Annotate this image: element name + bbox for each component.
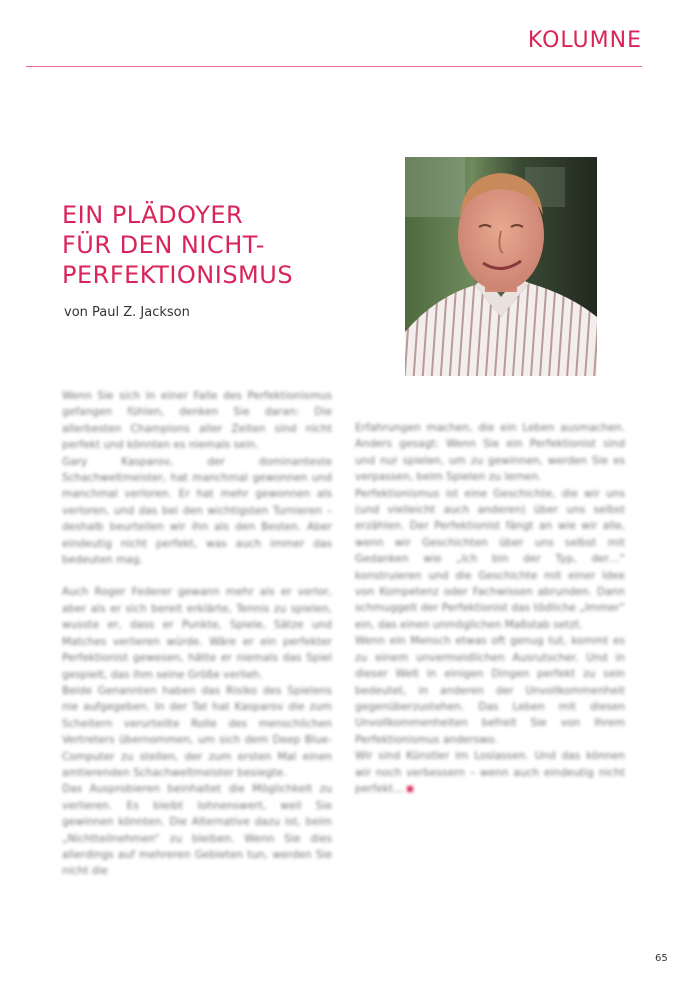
paragraph: Wenn Sie sich in einer Falle des Perfektionismus gefangen fühlen, denken Sie daran: Die allerbesten Champions aller Zeiten sind nicht perfekt und könnten es niemals sein. — [62, 390, 332, 452]
article-column-2 — [355, 420, 625, 797]
author-photo — [405, 157, 597, 376]
title-line: FÜR DEN NICHT- — [62, 231, 265, 259]
paragraph: Auch Roger Federer gewann mehr als er verlor, aber als er sich bereit erklärte, Tennis zu spielen, wusste er, dass er Punkte, Spiele, Sätze und Matches verlieren würde. Wäre er ein perfekter Perfektionist gewesen, hätte er niemals das Spiel gespielt, das ihm seine Größe verlieh. — [62, 586, 332, 681]
article-column-1 — [62, 388, 332, 880]
header-rule — [26, 66, 642, 67]
paragraph: Perfektionismus ist eine Geschichte, die wir uns (und vielleicht auch anderen) über uns selbst erzählen. Der Perfektionist fängt an wie wir alle, wenn wir Geschichten über uns selbst mit Gedanken wie „Ich bin der Typ, der…“ konstruieren und die Geschichte mit einer Idee von Kompetenz oder Fachwissen abrunden. Dann schmuggelt der Perfektionist das tödliche „Immer“ ein, das einen unmöglichen Maßstab setzt. — [355, 487, 625, 631]
paragraph: Gary Kasparov, der dominanteste Schachweltmeister, hat manchmal gewonnen und manchmal verloren. Er hat mehr gewonnen als verloren, und das bei den wichtigsten Turnieren – deshalb beurteilen wir ihn als den Besten. Aber eindeutig nicht perfekt, was auch immer das bedeuten mag. — [62, 455, 332, 567]
paragraph: Das Ausprobieren beinhaltet die Möglichkeit zu verlieren. Es bleibt lohnenswert, weil Sie gewinnen könnten. Die Alternative dazu ist, beim „Nichtteilnehmen“ zu bleiben. Wenn Sie dies allerdings auf mehreren Gebieten tun, werden Sie nicht die — [62, 783, 332, 878]
page-number: 65 — [655, 953, 668, 964]
article-title — [62, 200, 293, 290]
paragraph: Wenn ein Mensch etwas oft genug tut, kommt es zu einem unvermeidlichen Ausrutscher. Und in dieser Welt in einigen Dingen perfekt zu sein bedeutet, in anderen der Unvollkommenheit gegenüberzustehen. Das Leben mit diesen Unvollkommenheiten befreit Sie von Ihrem Perfektionismus anderswo. — [355, 635, 625, 746]
paragraph-final — [355, 748, 625, 797]
title-line: EIN PLÄDOYER — [62, 201, 244, 229]
end-of-article-square-icon — [407, 786, 413, 792]
paragraph-text: Wir sind Künstler im Loslassen. Und das können wir noch verbessern – wenn auch eindeutig nicht perfekt… — [355, 750, 625, 795]
paragraph: Erfahrungen machen, die ein Leben ausmachen. Anders gesagt: Wenn Sie ein Perfektionist sind und nur spielen, um zu gewinnen, werden Sie es verpassen, beim Spielen zu lernen. — [355, 422, 625, 484]
title-line: PERFEKTIONISMUS — [62, 261, 294, 289]
author-byline: von Paul Z. Jackson — [64, 305, 190, 320]
section-label: KOLUMNE — [527, 28, 642, 53]
paragraph: Beide Genannten haben das Risiko des Spielens nie aufgegeben. In der Tat hat Kasparov die zum Scheitern verurteilte Rolle des menschlichen Vertreters übernommen, um sich dem Deep Blue-Computer zu stellen, der zum ersten Mal einen amtierenden Schachweltmeister besiegte. — [62, 684, 332, 779]
